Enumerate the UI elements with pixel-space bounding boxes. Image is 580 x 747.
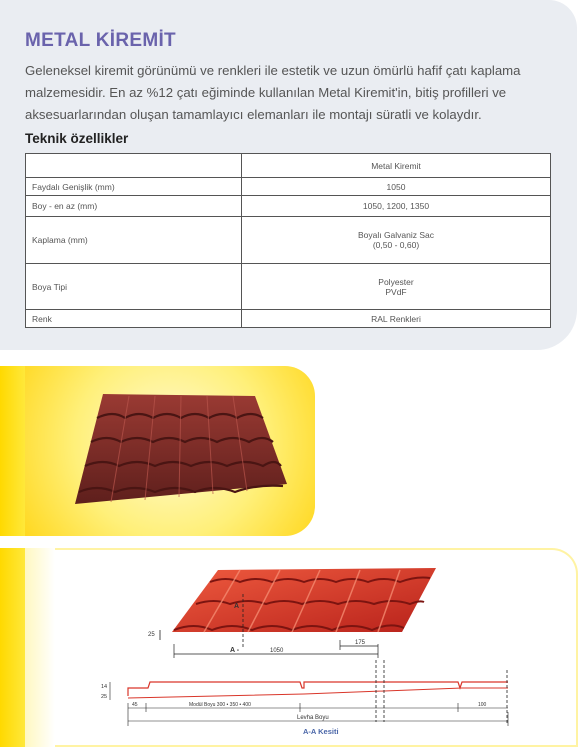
row-value — [242, 217, 551, 264]
red-tile-drawing — [172, 568, 436, 632]
section-label-a-bottom: A - — [230, 647, 240, 654]
dim-height: 25 — [148, 632, 155, 638]
table-row — [26, 217, 551, 264]
dim-modul: Modül Boyu 300 • 350 • 400 — [189, 702, 251, 708]
row-value: 1050 — [242, 178, 551, 196]
row-value-line: Polyester — [378, 276, 414, 287]
row-value: 1050, 1200, 1350 — [242, 196, 551, 217]
row-value: RAL Renkleri — [242, 310, 551, 328]
dim-total: Levha Boyu — [297, 715, 329, 721]
row-label: Faydalı Genişlik (mm) — [26, 178, 242, 196]
table-row — [26, 178, 551, 196]
row-label: Kaplama (mm) — [26, 217, 242, 264]
profile-h1: 14 — [101, 684, 108, 690]
product-photo-panel — [25, 366, 315, 536]
profile-h2: 25 — [101, 694, 108, 700]
table-header-row — [26, 154, 551, 178]
product-description: Geleneksel kiremit görünümü ve renkleri ile estetik ve uzun ömürlü hafif çatı kaplama malzemesidir. En az %12 çatı eğiminde kullanılan Metal Kiremit'in, bitiş profilleri ve aksesuarlarından oluşan tamamlayıcı elemanları ile montajı süratli ve kolaydır. — [25, 63, 521, 122]
section-label-a: A — [234, 603, 240, 610]
dim-end: 100 — [478, 702, 487, 708]
table-row — [26, 196, 551, 217]
page-title: METAL KİREMİT — [25, 30, 176, 51]
section-caption: A-A Kesiti — [303, 727, 339, 736]
dim-width: 1050 — [270, 648, 284, 654]
table-header-product: Metal Kiremit — [242, 154, 551, 178]
table-row — [26, 264, 551, 310]
yellow-side-band — [0, 366, 25, 536]
table-row — [26, 310, 551, 328]
dim-pitch: 175 — [355, 640, 366, 646]
row-label: Boy - en az (mm) — [26, 196, 242, 217]
technical-drawing — [0, 548, 580, 747]
row-value — [242, 264, 551, 310]
table-header-empty — [26, 154, 242, 178]
specs-heading: Teknik özellikler — [25, 131, 129, 146]
row-value-line: Boyalı Galvaniz Sac — [357, 230, 435, 240]
dim-start: 45 — [132, 702, 138, 708]
row-value-line: PVdF — [385, 286, 407, 297]
row-label: Boya Tipi — [26, 264, 242, 310]
row-label: Renk — [26, 310, 242, 328]
spec-table — [25, 153, 551, 328]
metal-roof-tile-photo — [25, 366, 315, 536]
row-value-line: (0,50 - 0,60) — [372, 240, 420, 250]
